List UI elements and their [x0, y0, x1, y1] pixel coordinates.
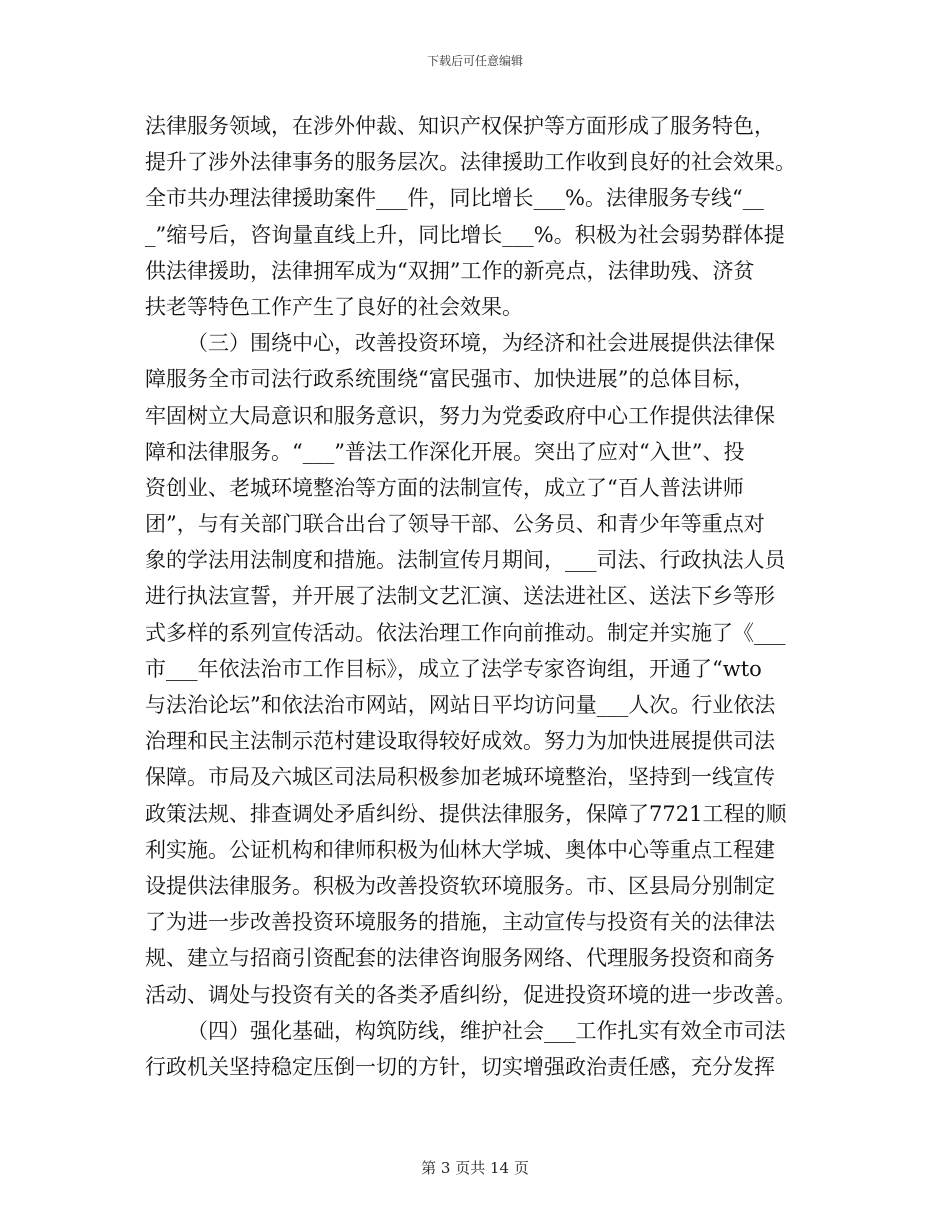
- text-line: 行政机关坚持稳定压倒一切的方针，切实增强政治责任感，充分发挥: [145, 1054, 775, 1079]
- text-line: 法律服务领域，在涉外仲裁、知识产权保护等方面形成了服务特色，: [145, 114, 775, 138]
- text-line: 提升了涉外法律事务的服务层次。法律援助工作收到良好的社会效果。: [145, 150, 796, 175]
- text-line: 规、建立与招商引资配套的法律咨询服务网络、代理服务投资和商务: [145, 946, 775, 971]
- document-body: [145, 108, 810, 1085]
- text-line: 治理和民主法制示范村建设取得较好成效。努力为加快进展提供司法: [145, 729, 775, 754]
- page-header-note: 下载后可任意编辑: [426, 54, 523, 68]
- text-line: 政策法规、排查调处矛盾纠纷、提供法律服务，保障了7721工程的顺: [145, 801, 787, 826]
- text-line: 牢固树立大局意识和服务意识，努力为党委政府中心工作提供法律保: [145, 403, 775, 428]
- text-line: 式多样的系列宣传活动。依法治理工作向前推动。制定并实施了《___: [145, 620, 786, 645]
- text-line: 市___年依法治市工作目标》，成立了法学专家咨询组，开通了“wto: [145, 656, 762, 681]
- text-line: 障服务全市司法行政系统围绕“富民强市、加快进展”的总体目标，: [145, 367, 755, 392]
- paragraph-start-line: （三）围绕中心，改善投资环境，为经济和社会进展提供法律保: [187, 331, 775, 356]
- text-line: 资创业、老城环境整治等方面的法制宣传，成立了“百人普法讲师: [145, 475, 744, 500]
- text-line: 设提供法律服务。积极为改善投资软环境服务。市、区县局分别制定: [145, 873, 775, 898]
- text-line: 障和法律服务。“___”普法工作深化开展。突出了应对“入世”、投: [145, 439, 745, 464]
- text-line: 全市共办理法律援助案件___件，同比增长___%。法律服务专线“__: [145, 186, 764, 211]
- text-line: 扶老等特色工作产生了良好的社会效果。: [145, 294, 523, 319]
- text-line: 供法律援助，法律拥军成为“双拥”工作的新亮点，法律助残、济贫: [145, 258, 755, 283]
- text-line: 活动、调处与投资有关的各类矛盾纠纷，促进投资环境的进一步改善。: [145, 982, 796, 1007]
- page-number: 第 3 页共 14 页: [421, 1159, 529, 1177]
- paragraph-start-line: （四）强化基础，构筑防线，维护社会___工作扎实有效全市司法: [187, 1018, 786, 1043]
- text-line: 进行执法宣誓，并开展了法制文艺汇演、送法进社区、送法下乡等形: [145, 584, 775, 609]
- text-line: 团”，与有关部门联合出台了领导干部、公务员、和青少年等重点对: [145, 512, 765, 537]
- text-line: 保障。市局及六城区司法局积极参加老城环境整治，坚持到一线宣传: [145, 765, 775, 790]
- text-line: _”缩号后，咨询量直线上升，同比增长___%。积极为社会弱势群体提: [145, 222, 785, 247]
- text-line: 利实施。公证机构和律师积极为仙林大学城、奥体中心等重点工程建: [145, 837, 775, 862]
- text-line: 象的学法用法制度和措施。法制宣传月期间，___司法、行政执法人员: [145, 548, 786, 573]
- text-line: 与法治论坛”和依法治市网站，网站日平均访问量___人次。行业依法: [145, 693, 776, 717]
- text-line: 了为进一步改善投资环境服务的措施，主动宣传与投资有关的法律法: [145, 910, 775, 935]
